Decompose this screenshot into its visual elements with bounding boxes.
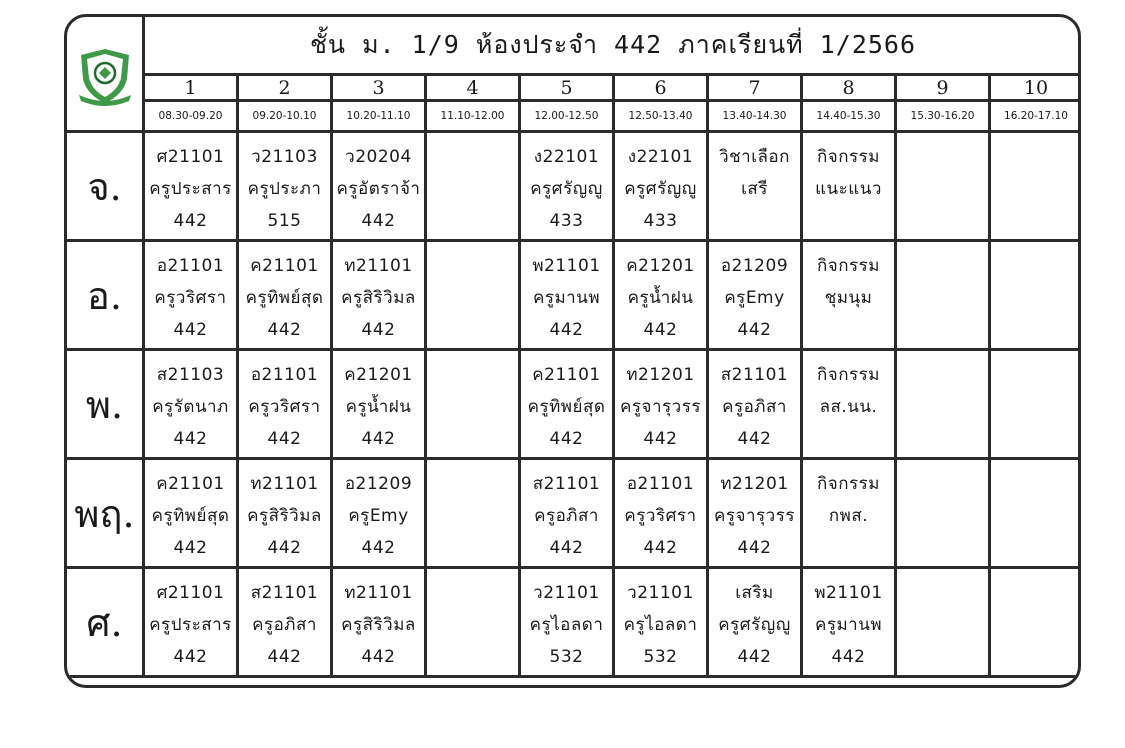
timetable-slot xyxy=(238,350,332,459)
subject-code: กิจกรรม xyxy=(816,365,880,385)
timetable-slot xyxy=(802,132,896,241)
period-number: 6 xyxy=(614,75,708,101)
timetable-slot xyxy=(238,459,332,568)
timetable-slot xyxy=(520,459,614,568)
teacher-name: ครูวริศรา xyxy=(624,506,697,526)
teacher-name: ครูEmy xyxy=(348,506,409,526)
timetable-slot xyxy=(144,132,238,241)
subject-code: ส21101 xyxy=(720,365,789,385)
day-row xyxy=(66,568,1082,677)
timetable-slot xyxy=(990,132,1082,241)
timetable-slot xyxy=(708,132,802,241)
room-number: 442 xyxy=(643,320,678,340)
timetable-slot xyxy=(708,350,802,459)
subject-code: กิจกรรม xyxy=(816,474,880,494)
period-number: 4 xyxy=(426,75,520,101)
day-row xyxy=(66,241,1082,350)
period-number: 5 xyxy=(520,75,614,101)
room-number: 442 xyxy=(361,429,396,449)
room-number: 442 xyxy=(737,429,772,449)
subject-code: ง22101 xyxy=(627,147,694,167)
period-number: 10 xyxy=(990,75,1082,101)
room-number: 442 xyxy=(831,647,866,667)
room-number: 442 xyxy=(361,320,396,340)
subject-code: ว21101 xyxy=(627,583,694,603)
day-row xyxy=(66,132,1082,241)
room-number: 442 xyxy=(267,320,302,340)
teacher-name: ครูEmy xyxy=(724,288,785,308)
room-number: 442 xyxy=(643,429,678,449)
timetable-slot xyxy=(896,132,990,241)
room-number: 442 xyxy=(549,429,584,449)
timetable-slot xyxy=(708,459,802,568)
timetable-slot xyxy=(614,350,708,459)
timetable-slot xyxy=(990,568,1082,677)
subject-code: วิชาเลือก xyxy=(719,147,790,167)
room-number: 442 xyxy=(549,320,584,340)
subject-code: ง22101 xyxy=(533,147,600,167)
teacher-name: ครูศรัญญู xyxy=(530,179,603,199)
subject-code: ส21101 xyxy=(532,474,601,494)
timetable-slot xyxy=(144,350,238,459)
teacher-name: ครูสิริวิมล xyxy=(341,288,416,308)
timetable-slot xyxy=(144,568,238,677)
period-number: 3 xyxy=(332,75,426,101)
teacher-name: ครูมานพ xyxy=(532,288,601,308)
room-number: 442 xyxy=(643,538,678,558)
subject-code: อ21209 xyxy=(720,256,789,276)
timetable-slot xyxy=(990,241,1082,350)
teacher-name: ครูสิริวิมล xyxy=(341,615,416,635)
period-time: 10.20-11.10 xyxy=(332,101,426,132)
subject-code: ค21101 xyxy=(250,256,319,276)
timetable-slot xyxy=(520,568,614,677)
subject-code: ค21101 xyxy=(532,365,601,385)
room-number: 442 xyxy=(737,538,772,558)
subject-code: ท21201 xyxy=(720,474,789,494)
timetable-slot xyxy=(802,350,896,459)
timetable-slot xyxy=(708,568,802,677)
day-row xyxy=(66,459,1082,568)
period-number: 1 xyxy=(144,75,238,101)
subject-code: พ21101 xyxy=(814,583,883,603)
timetable xyxy=(64,14,1081,678)
room-number: 442 xyxy=(173,429,208,449)
timetable-slot xyxy=(896,459,990,568)
timetable-slot xyxy=(238,132,332,241)
room-number: 442 xyxy=(173,320,208,340)
day-row xyxy=(66,350,1082,459)
room-number: 442 xyxy=(267,429,302,449)
timetable-slot xyxy=(520,350,614,459)
timetable-slot xyxy=(614,459,708,568)
teacher-name: ครูทิพย์สุด xyxy=(245,288,324,308)
subject-code: พ21101 xyxy=(532,256,601,276)
subject-code: ศ21101 xyxy=(156,147,225,167)
day-label: จ. xyxy=(66,132,144,241)
timetable-slot xyxy=(614,241,708,350)
subject-code: ท21101 xyxy=(250,474,319,494)
teacher-name: ครูอภิสา xyxy=(252,615,317,635)
timetable-slot xyxy=(896,241,990,350)
subject-code: กิจกรรม xyxy=(816,147,880,167)
teacher-name: ชุมนุม xyxy=(824,288,873,308)
period-number: 2 xyxy=(238,75,332,101)
room-number: 442 xyxy=(737,647,772,667)
timetable-slot xyxy=(802,568,896,677)
page-title: ชั้น ม. 1/9 ห้องประจำ 442 ภาคเรียนที่ 1/2566 xyxy=(144,16,1082,75)
teacher-name: กพส. xyxy=(828,506,869,526)
timetable-slot xyxy=(520,132,614,241)
room-number: 442 xyxy=(173,647,208,667)
room-number: 442 xyxy=(173,538,208,558)
timetable-slot xyxy=(332,241,426,350)
teacher-name: ครูไอลดา xyxy=(529,615,604,635)
timetable-slot xyxy=(990,459,1082,568)
timetable-slot xyxy=(426,459,520,568)
timetable-slot xyxy=(614,132,708,241)
period-number: 7 xyxy=(708,75,802,101)
subject-code: ว20204 xyxy=(345,147,412,167)
subject-code: อ21101 xyxy=(156,256,225,276)
subject-code: ค21101 xyxy=(156,474,225,494)
timetable-slot xyxy=(896,350,990,459)
teacher-name: ครูประภา xyxy=(247,179,322,199)
subject-code: ว21103 xyxy=(251,147,318,167)
teacher-name: ครูประสาร xyxy=(149,179,232,199)
timetable-slot xyxy=(614,568,708,677)
timetable-slot xyxy=(990,350,1082,459)
timetable-frame xyxy=(64,14,1081,688)
timetable-slot xyxy=(426,568,520,677)
teacher-name: ครูไอลดา xyxy=(623,615,698,635)
period-number-row xyxy=(66,75,1082,101)
teacher-name: ครูน้ำฝน xyxy=(627,288,694,308)
teacher-name: ลส.นน. xyxy=(819,397,878,417)
subject-code: ส21101 xyxy=(250,583,319,603)
period-number: 8 xyxy=(802,75,896,101)
teacher-name: ครูวริศรา xyxy=(248,397,321,417)
subject-code: ศ21101 xyxy=(156,583,225,603)
subject-code: อ21209 xyxy=(344,474,413,494)
subject-code: อ21101 xyxy=(250,365,319,385)
room-number: 532 xyxy=(549,647,584,667)
timetable-slot xyxy=(144,459,238,568)
teacher-name: ครูวริศรา xyxy=(154,288,227,308)
teacher-name: ครูอภิสา xyxy=(722,397,787,417)
room-number: 442 xyxy=(549,538,584,558)
subject-code: อ21101 xyxy=(626,474,695,494)
room-number: 532 xyxy=(643,647,678,667)
period-time: 14.40-15.30 xyxy=(802,101,896,132)
teacher-name: ครูศรัญญู xyxy=(718,615,791,635)
teacher-name: ครูมานพ xyxy=(814,615,883,635)
room-number: 442 xyxy=(737,320,772,340)
timetable-slot xyxy=(802,241,896,350)
timetable-slot xyxy=(802,459,896,568)
timetable-slot xyxy=(144,241,238,350)
subject-code: ท21101 xyxy=(344,256,413,276)
teacher-name: เสรี xyxy=(741,179,768,199)
subject-code: ท21201 xyxy=(626,365,695,385)
timetable-slot xyxy=(708,241,802,350)
timetable-slot xyxy=(238,241,332,350)
subject-code: ค21201 xyxy=(344,365,413,385)
period-time: 13.40-14.30 xyxy=(708,101,802,132)
timetable-slot xyxy=(896,568,990,677)
timetable-slot xyxy=(238,568,332,677)
teacher-name: ครูอัตราจ้า xyxy=(336,179,421,199)
timetable-slot xyxy=(332,459,426,568)
teacher-name: ครูอภิสา xyxy=(534,506,599,526)
timetable-slot xyxy=(520,241,614,350)
teacher-name: ครูน้ำฝน xyxy=(345,397,412,417)
room-number: 433 xyxy=(549,211,584,231)
timetable-slot xyxy=(426,241,520,350)
teacher-name: ครูทิพย์สุด xyxy=(527,397,606,417)
timetable-slot xyxy=(426,132,520,241)
room-number: 442 xyxy=(361,647,396,667)
subject-code: ว21101 xyxy=(533,583,600,603)
room-number: 515 xyxy=(267,211,302,231)
room-number: 433 xyxy=(643,211,678,231)
logo-cell xyxy=(66,16,144,132)
period-time-row xyxy=(66,101,1082,132)
teacher-name: ครูทิพย์สุด xyxy=(151,506,230,526)
day-label: ศ. xyxy=(66,568,144,677)
day-label: พฤ. xyxy=(66,459,144,568)
timetable-slot xyxy=(426,350,520,459)
period-time: 09.20-10.10 xyxy=(238,101,332,132)
subject-code: กิจกรรม xyxy=(816,256,880,276)
teacher-name: ครูรัตนาภ xyxy=(152,397,229,417)
timetable-slot xyxy=(332,568,426,677)
subject-code: ค21201 xyxy=(626,256,695,276)
teacher-name: ครูจารุวรร xyxy=(714,506,795,526)
day-label: พ. xyxy=(66,350,144,459)
room-number: 442 xyxy=(361,538,396,558)
subject-code: ท21101 xyxy=(344,583,413,603)
day-label: อ. xyxy=(66,241,144,350)
room-number: 442 xyxy=(173,211,208,231)
school-crest-icon xyxy=(73,45,137,109)
timetable-slot xyxy=(332,132,426,241)
teacher-name: ครูประสาร xyxy=(149,615,232,635)
period-time: 12.50-13.40 xyxy=(614,101,708,132)
period-time: 08.30-09.20 xyxy=(144,101,238,132)
period-time: 11.10-12.00 xyxy=(426,101,520,132)
teacher-name: แนะแนว xyxy=(815,179,882,199)
period-time: 12.00-12.50 xyxy=(520,101,614,132)
period-time: 16.20-17.10 xyxy=(990,101,1082,132)
teacher-name: ครูศรัญญู xyxy=(624,179,697,199)
room-number: 442 xyxy=(361,211,396,231)
room-number: 442 xyxy=(267,647,302,667)
period-number: 9 xyxy=(896,75,990,101)
room-number: 442 xyxy=(267,538,302,558)
timetable-slot xyxy=(332,350,426,459)
teacher-name: ครูสิริวิมล xyxy=(247,506,322,526)
subject-code: ส21103 xyxy=(156,365,225,385)
teacher-name: ครูจารุวรร xyxy=(620,397,701,417)
period-time: 15.30-16.20 xyxy=(896,101,990,132)
subject-code: เสริม xyxy=(735,583,774,603)
